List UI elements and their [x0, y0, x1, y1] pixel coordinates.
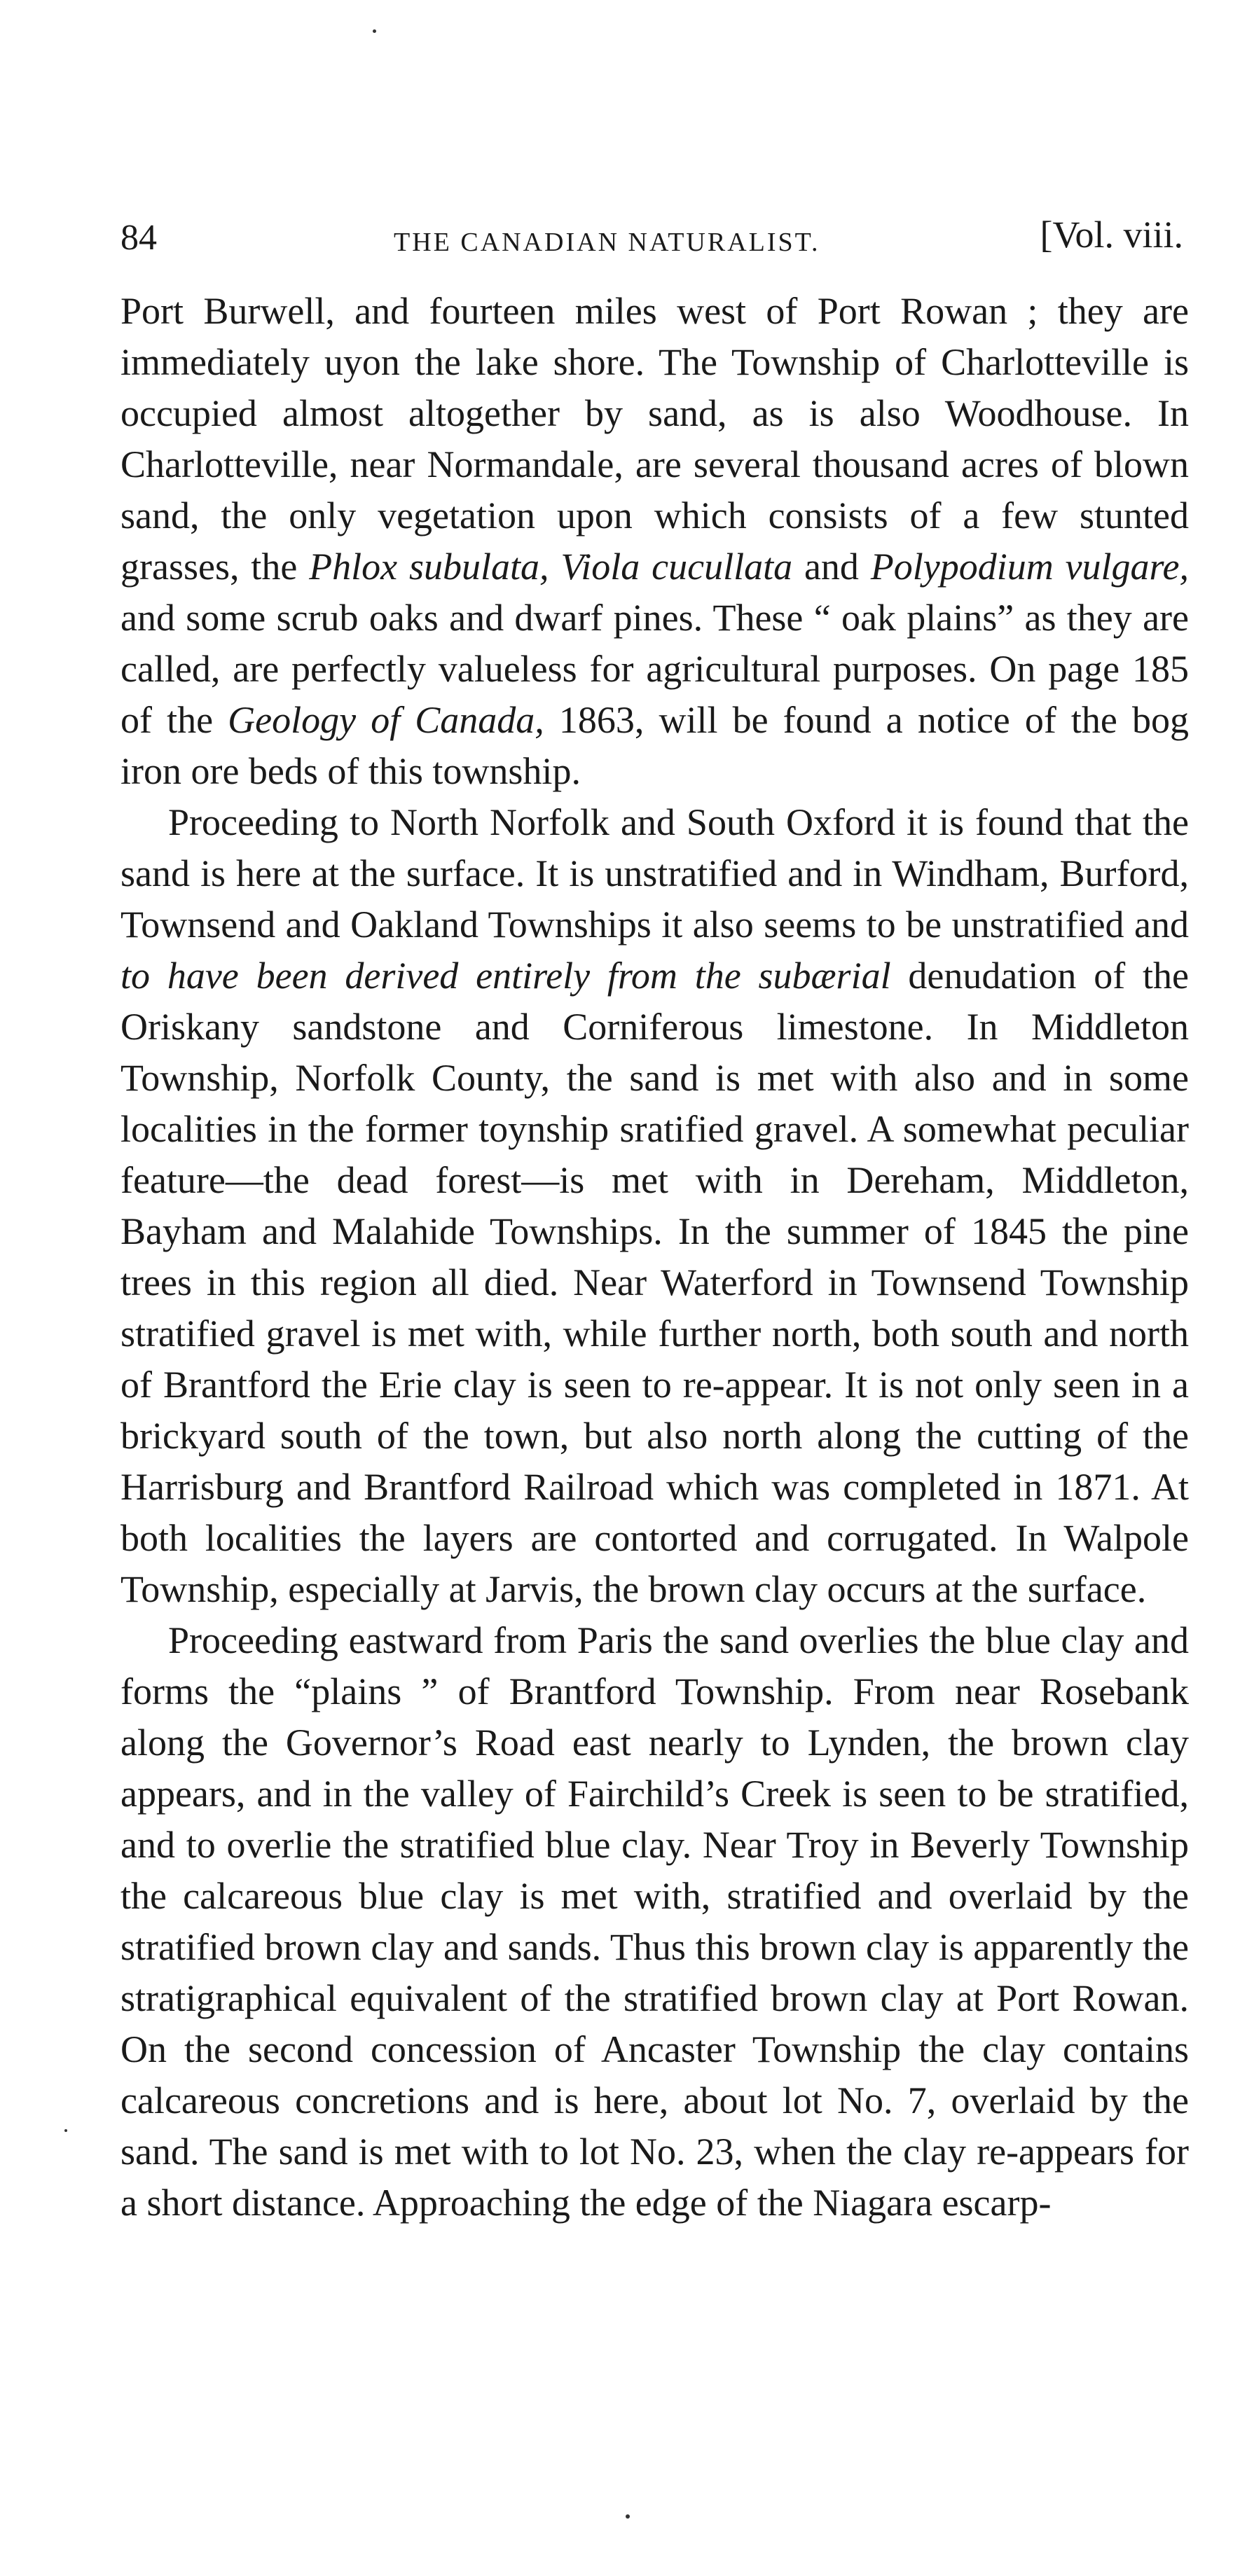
text-run: denudation of the Oriskany sandstone and Corniferous limestone. In Middleton Township, Norfolk County, the sand is met with also and in some localities in the former toynship sratified gravel. A somewhat peculiar feature—the dead forest—is met with in Dereham, Middleton, Bayham and Malahide Townships. In the summer of 1845 the pine trees in this region all died. Near Waterford in Townsend Township stratified gravel is met with, while further north, both south and north of Brantford the Erie clay is seen to re-appear. It is not only seen in a brickyard south of the town, but also north along the cutting of the Harrisburg and Brantford Railroad which was completed in 1871. At both localities the layers are contorted and corrugated. In Walpole Township, especially at Jarvis, the brown clay occurs at the surface. — [120, 955, 1189, 1610]
page-number: 84 — [120, 218, 157, 258]
ink-speck — [64, 2129, 67, 2132]
paragraph-1 — [120, 286, 1189, 797]
running-header — [120, 210, 1189, 266]
ink-speck — [626, 2514, 630, 2519]
paragraph-2 — [120, 797, 1189, 1615]
text-run: Port Burwell, and fourteen miles west of Port Rowan ; they are immediately uyon the lake shore. The Township of Charlotteville is occupied almost altogether by sand, as is also Woodhouse. In Charlotteville, near Normandale, are several thousand acres of blown sand, the only vegetation upon which consists of a few stunted grasses, the — [120, 290, 1189, 588]
species-name: Polypodium vulgare, — [870, 546, 1190, 588]
text-run: and — [792, 546, 871, 588]
running-title: THE CANADIAN NATURALIST. — [394, 228, 820, 257]
body-text — [120, 286, 1189, 2229]
book-title: Geology of Canada, — [228, 699, 544, 741]
volume-label: [Vol. viii. — [1040, 214, 1183, 256]
text-run: and some scrub oaks and dwarf pines. These “ oak plains” as they are called, are perfectly valueless for agricultural purposes. On page 185 of the — [120, 597, 1189, 741]
emphasis-text: to have been derived entirely from the subærial — [120, 955, 891, 997]
text-run: Proceeding eastward from Paris the sand overlies the blue clay and forms the “plains ” of Brantford Township. From near Rosebank along the Governor’s Road east nearly to Lynden, the brown clay appears, and in the valley of Fairchild’s Creek is seen to be stratified, and to overlie the stratified blue clay. Near Troy in Beverly Township the calcareous blue clay is met with, stratified and overlaid by the stratified brown clay and sands. Thus this brown clay is apparently the stratigraphical equivalent of the stratified brown clay at Port Rowan. On the second concession of Ancaster Township the clay contains calcareous concretions and is here, about lot No. 7, overlaid by the sand. The sand is met with to lot No. 23, when the clay re-appears for a short distance. Approaching the edge of the Niagara escarp- — [120, 1619, 1189, 2224]
species-name: Phlox subulata, Viola cucullata — [309, 546, 793, 588]
text-run: Proceeding to North Norfolk and South Oxford it is found that the sand is here at the surface. It is unstratified and in Windham, Burford, Townsend and Oakland Townships it also seems to be unstratified and — [120, 801, 1189, 946]
text-run: 1863, will be found a notice of the bog iron ore beds of this township. — [120, 699, 1189, 792]
ink-speck — [373, 29, 376, 33]
paragraph-3 — [120, 1615, 1189, 2229]
